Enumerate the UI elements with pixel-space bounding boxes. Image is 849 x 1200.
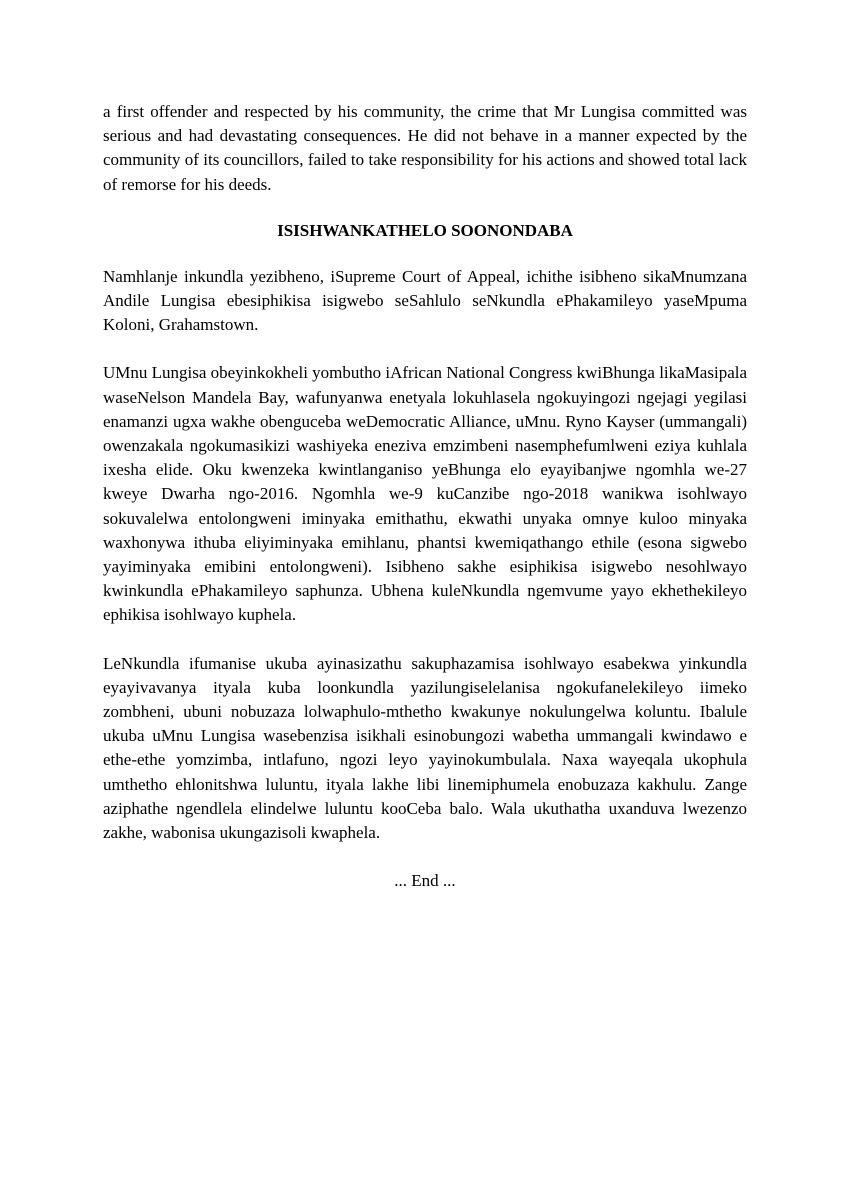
end-marker: ... End ...: [394, 871, 456, 891]
document-page: [103, 100, 747, 893]
paragraph-background: UMnu Lungisa obeyinkokheli yombutho iAfrican National Congress kwiBhunga likaMasipala waseNelson Mandela Bay, wafunyanwa enetyala lokuhlasela ngokuyingozi ngejagi yegilasi enamanzi ugxa wakhe obenguceba weDemocratic Alliance, uMnu. Ryno Kayser (ummangali) owenzakala ngokumasikizi washiyeka eneziva emzimbeni nasemphefumlweni eziya kuhlala ixesha elide. Oku kwenzeka kwintlanganiso yeBhunga elo eyayibanjwe ngomhla we-27 kweye Dwarha ngo-2016. Ngomhla we-9 kuCanzibe ngo-2018 wanikwa isohlwayo sokuvalelwa entolongweni iminyaka emithathu, ekwathi unyaka omnye kuloo minyaka waxhonywa ithuba eliyiminyaka emihlanu, phantsi kwemiqathango ethile (esona sigwebo yayiminyaka emibini entolongweni). Isibheno sakhe esiphikisa isigwebo nesohlwayo kwinkundla ePhakamileyo saphunza. Ubhena kuleNkundla ngemvume yayo ekhethekileyo ephikisa isohlwayo kuphela.: [103, 363, 748, 625]
paragraph-finding: LeNkundla ifumanise ukuba ayinasizathu sakuphazamisa isohlwayo esabekwa yinkundla eyayivavanya ityala kuba loonkundla yazilungiselelanisa ngokufanelekileyo iimeko zombheni, ubuni nobuzaza lolwaphulo-mthetho kwakunye nokulungelwa koluntu. Ibalule ukuba uMnu Lungisa wasebenzisa isikhali esinobungozi wabetha ummangali kwindawo e ethe-ethe yomzimba, intlafuno, ngozi leyo yayinokumbulala. Naxa wayeqala ukophula umthetho ehlonitshwa luluntu, ityala lakhe libi linemiphumela enobuzaza kakhulu. Zange aziphathe ngendlela elindelwe luluntu kooCeba balo. Wala ukuthatha uxanduva lwezenzo zakhe, wabonisa ukungazisoli kwaphela.: [103, 653, 747, 843]
paragraph-intro: Namhlanje inkundla yezibheno, iSupreme Court of Appeal, ichithe isibheno sikaMnumzana Andile Lungisa ebesiphikisa isigwebo seSahlulo seNkundla ePhakamileyo yaseMpuma Koloni, Grahamstown.: [103, 266, 747, 335]
continuation-paragraph: a first offender and respected by his community, the crime that Mr Lungisa committed was serious and had devastating consequences. He did not behave in a manner expected by the community of its councillors, failed to take responsibility for his actions and showed total lack of remorse for his deeds.: [103, 102, 747, 194]
section-heading: ISISHWANKATHELO SOONONDABA: [277, 220, 573, 240]
